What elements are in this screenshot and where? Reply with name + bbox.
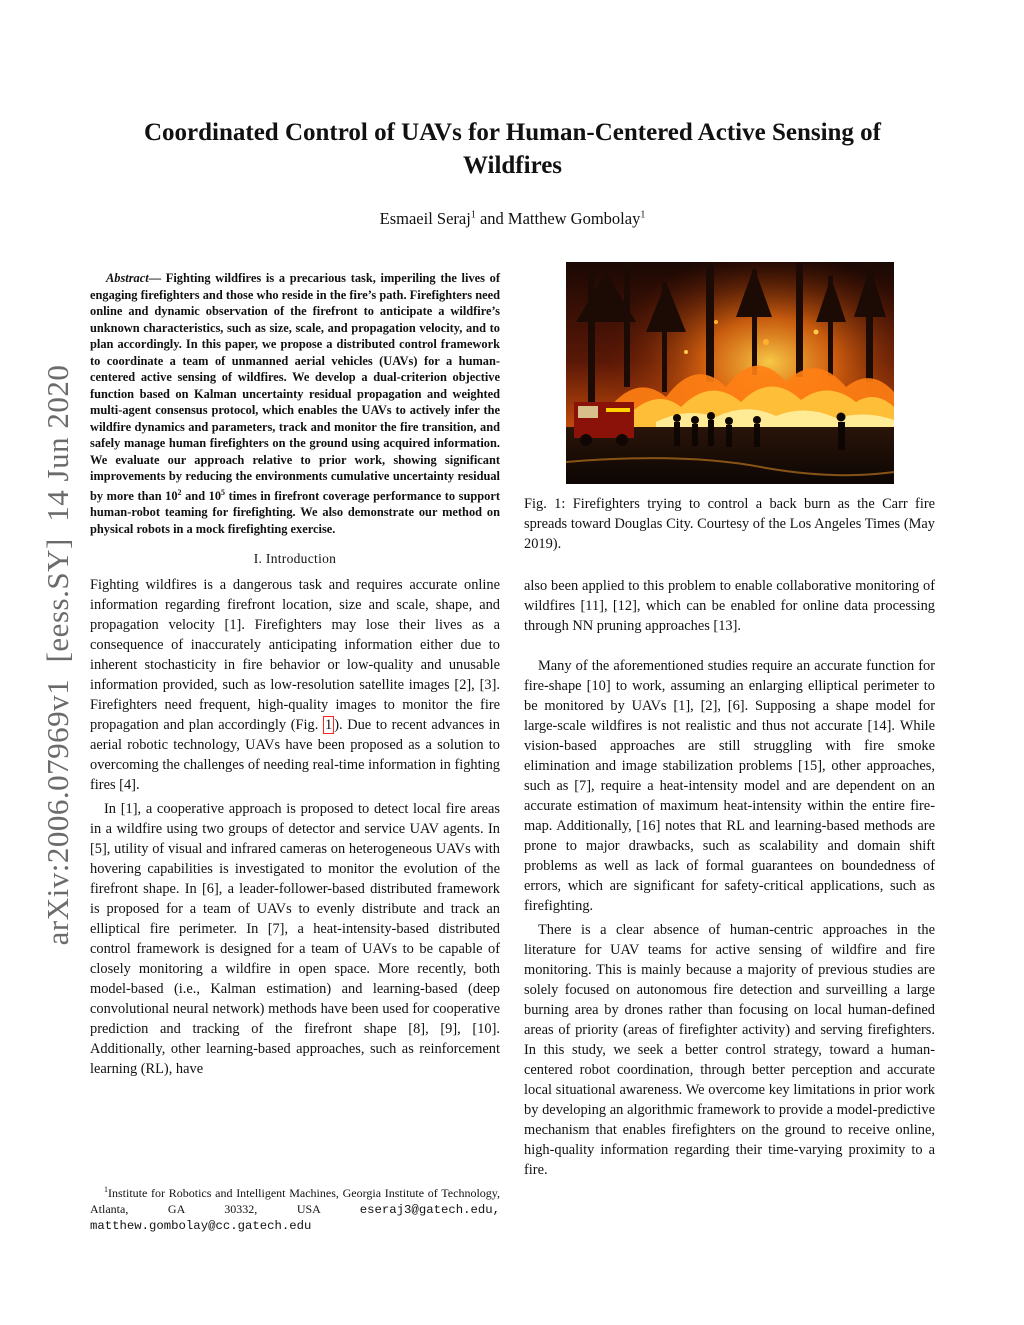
figure-reference-link[interactable]: 1 [324, 717, 333, 734]
right-column [524, 262, 935, 1180]
left-column [90, 270, 500, 1079]
intro-body-right [524, 576, 935, 1180]
figure-caption: Fig. 1: Firefighters trying to control a back burn as the Carr fire spreads toward Douglas City. Courtesy of the Los Angeles Times (May 2019). [524, 496, 935, 552]
abstract-label: Abstract [106, 271, 149, 285]
author-conjunction: and [475, 209, 508, 228]
arxiv-sidebar [40, 350, 76, 960]
paper-title [90, 116, 935, 182]
affiliation-footnote [90, 1182, 500, 1235]
email-separator: , [492, 1202, 500, 1217]
title-line-2: Wildfires [462, 152, 563, 179]
abstract-text-3: times in firefront coverage performance to support human-robot teaming for firefighting. We also demonstrate our method on physical robots in a mock firefighting exercise. [90, 488, 500, 536]
section-heading-introduction: I. Introduction [253, 551, 337, 567]
footnote-mark: 1 [104, 1185, 108, 1194]
author-seraj: Esmaeil Seraj [379, 209, 471, 228]
abstract-text-2: and 10 [181, 488, 222, 503]
wildfire-photo-illustration [566, 262, 894, 484]
author-list [90, 209, 935, 229]
author-affiliation-mark: 1 [470, 209, 476, 221]
intro-paragraph-5: There is a clear absence of human-centric approaches in the literature for UAV teams for active sensing of wildfire and fire monitoring. This is mainly because a majority of previous studies are solely focused on autonomous fire detection and surveilling a large burning area by drones rather than focusing on local human-defined areas of priority (areas of firefighter activity) and serving firefighters. In this study, we seek a better control strategy, toward a human-centered robot coordination, through better perception and accurate local situational awareness. We overcome key limitations in prior work by developing an algorithmic framework to provide a model-predictive mechanism that enables firefighters on the ground to receive online, high-quality information regarding their time-varying proximity to a fire. [524, 922, 935, 1178]
email-link-seraj[interactable]: eseraj3@gatech.edu [359, 1202, 493, 1217]
footnote-text: Institute for Robotics and Intelligent Machines, Georgia Institute of Technology, Atlanta, GA 30332, USA [90, 1186, 500, 1216]
author-gombolay: Matthew Gombolay [507, 209, 641, 228]
abstract [90, 270, 500, 537]
abstract-exponent-2: 5 [221, 487, 226, 497]
email-link-gombolay[interactable]: matthew.gombolay@cc.gatech.edu [90, 1219, 312, 1233]
arxiv-identifier: arXiv:2006.07969v1 [eess.SY] 14 Jun 2020 [40, 364, 75, 946]
author-affiliation-mark: 1 [640, 209, 646, 221]
intro-paragraph-1 [90, 575, 500, 795]
intro-paragraph-3: also been applied to this problem to enable collaborative monitoring of wildfires [11], [12], which can be enabled for online data processing through NN pruning approaches [13]. [524, 578, 935, 634]
intro-paragraph-2: In [1], a cooperative approach is proposed to detect local fire areas in a wildfire using two groups of detector and service UAV agents. In [5], utility of visual and infrared cameras on heterogeneous UAVs with hovering capabilities is investigated to monitor the evolution of the firefront shape. In [6], a leader-follower-based distributed framework is proposed for a team of UAVs to evenly distribute and track an elliptical fire perimeter. In [7], a heat-intensity-based distributed control framework is designed for a team of UAVs to be capable of closely monitoring a wildfire in open space. More recently, both model-based (i.e., Kalman estimation) and learning-based (deep convolutional neural network) methods have been used for cooperative prediction and tracking of the firefront shape [8], [9], [10]. Additionally, other learning-based approaches, such as reinforcement learning (RL), have [90, 801, 500, 1078]
intro-paragraph-4: Many of the aforementioned studies require an accurate function for fire-shape [10] to work, assuming an enlarging elliptical perimeter to be monitored by UAVs [1], [2], [6]. Supposing a shape model for large-scale wildfires is not realistic and thus not accurate [14]. While vision-based approaches are still struggling with fire smoke elimination and image stabilization problems [15], other approaches, such as [7], require a heat-intensity model and are dependent on an accurate estimation of maximum heat-intensity within the entire fire-map. Additionally, [16] notes that RL and learning-based methods are prone to major drawbacks, such as scalability and domain shift problems as well as lack of formal guarantees on boundedness of errors, which are significant for safety-critical applications, such as firefighting. [524, 658, 935, 914]
intro-p1-text-2: ). Due to recent advances in aerial robotic technology, UAVs have been proposed as a solution to overcoming the challenges of needing real-time information in fighting fires [4]. [90, 717, 501, 794]
figure-wildfire-photo [566, 262, 894, 484]
title-line-1: Coordinated Control of UAVs for Human-Centered Active Sensing of [143, 119, 882, 146]
abstract-exponent-1: 2 [177, 487, 182, 497]
abstract-text-1: — Fighting wildfires is a precarious task, imperiling the lives of engaging firefighters and those who reside in the fire’s path. Firefighters need online and dynamic observation of the firefront to anticipate a wildfire’s unknown characteristics, such as size, scale, and propagation velocity, and to plan accordingly. In this paper, we propose a distributed control framework to coordinate a team of unmanned aerial vehicles (UAVs) for a human-centered active sensing of wildfires. We develop a dual-criterion objective function based on Kalman uncertainty residual propagation and weighted multi-agent consensus protocol, which enables the UAVs to actively infer the wildfire dynamics and parameters, track and monitor the fire transition, and safely manage human firefighters on the ground using acquired information. We evaluate our approach relative to prior work, showing significant improvements by reducing the environments cumulative uncertainty residual by more than 10 [90, 271, 500, 503]
intro-body-left [90, 575, 500, 1079]
intro-p1-text-1: Fighting wildfires is a dangerous task and requires accurate online information regarding firefront location, size and scale, shape, and propagation velocity [1]. Firefighters may lose their lives as a consequence of inaccurately anticipating information either due to inherent stochasticity in fire behavior or low-quality and unusable information provided, such as low-resolution satellite images [2], [3]. Firefighters need frequent, high-quality images to monitor the fire propagation and plan accordingly (Fig. [90, 577, 500, 734]
